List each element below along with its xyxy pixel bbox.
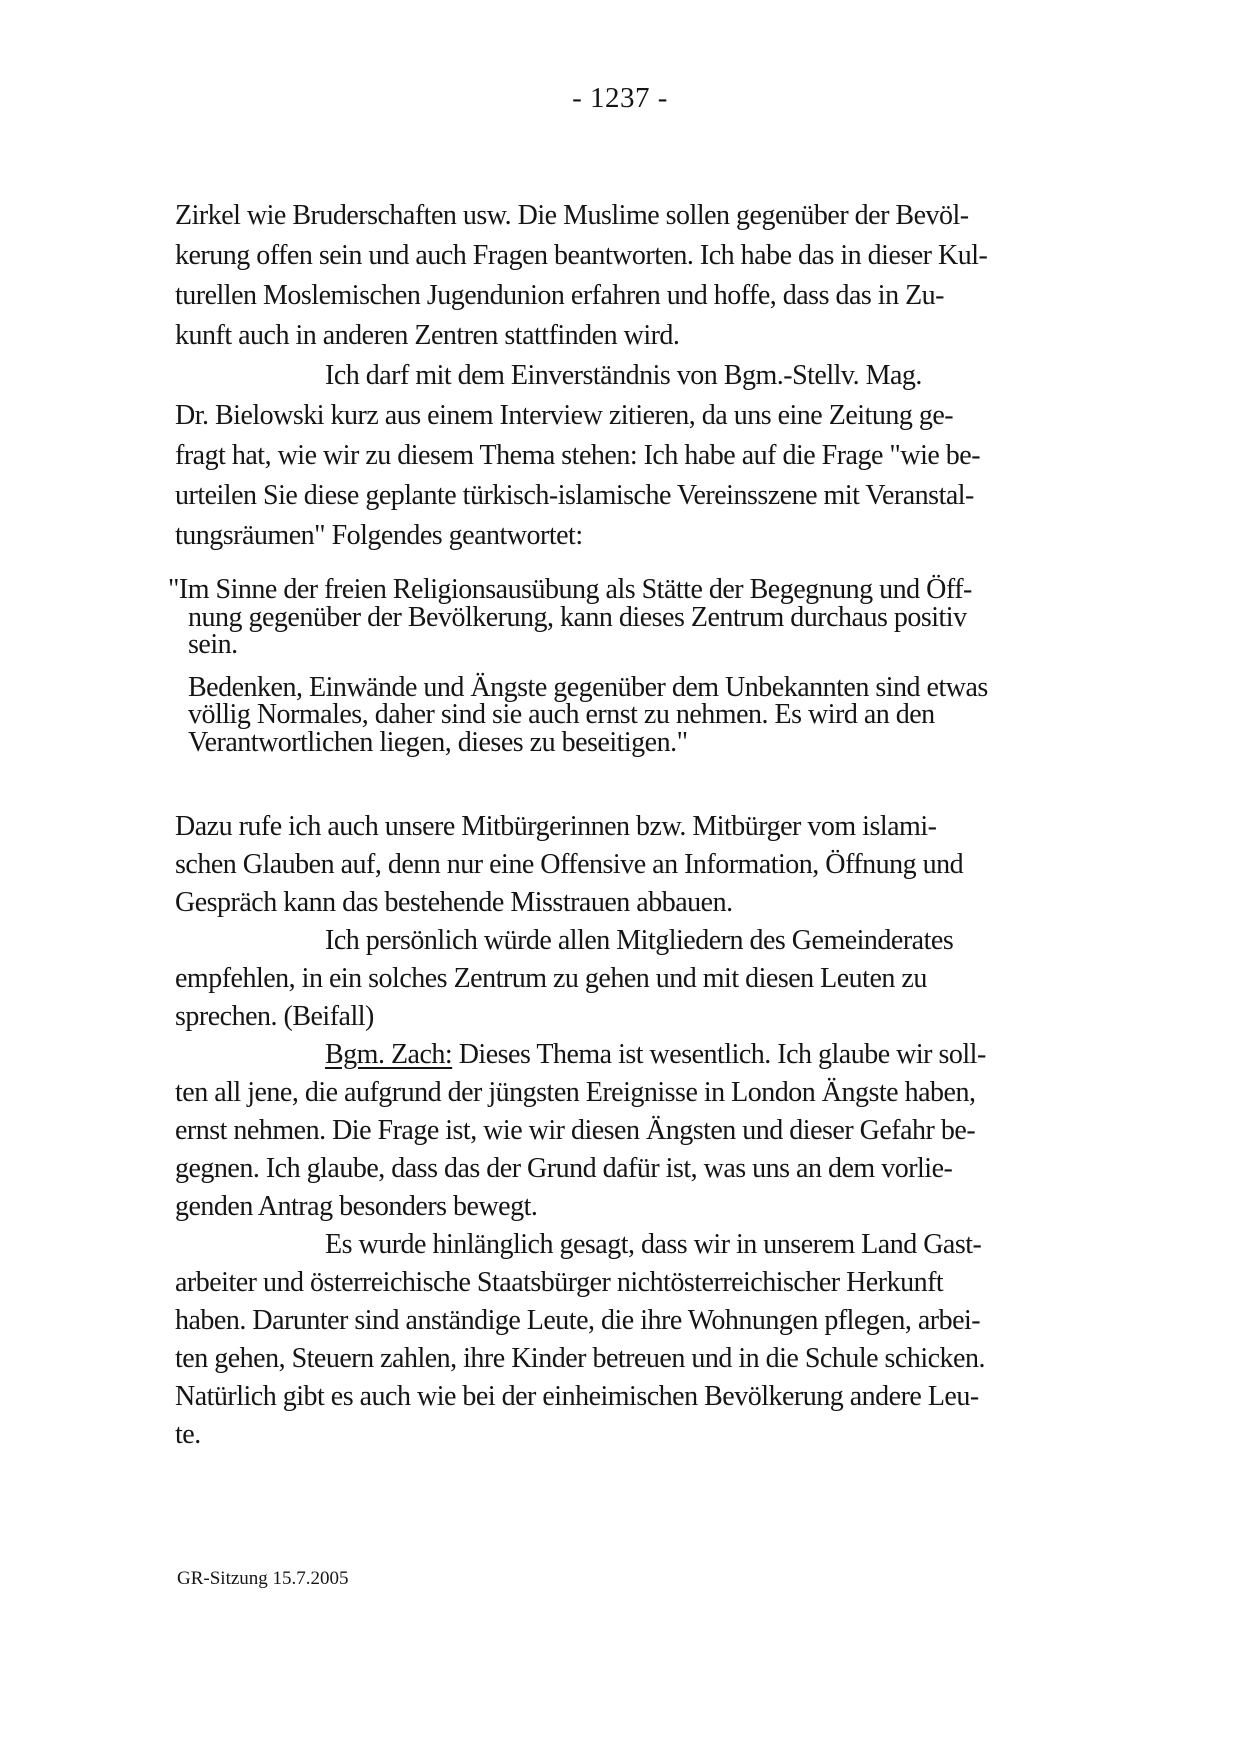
text-line: te. bbox=[175, 1419, 201, 1450]
text-line: Natürlich gibt es auch wie bei der einheimischen Bevölkerung andere Leu- bbox=[175, 1381, 979, 1412]
text-line: Ich persönlich würde allen Mitgliedern des Gemeinderates bbox=[325, 925, 954, 956]
paragraph bbox=[175, 808, 1075, 1454]
text-line: Zirkel wie Bruderschaften usw. Die Muslime sollen gegenüber der Bevöl- bbox=[175, 200, 969, 231]
text-line: empfehlen, in ein solches Zentrum zu gehen und mit diesen Leuten zu bbox=[175, 963, 927, 994]
paragraph bbox=[168, 574, 1075, 660]
page-number: - 1237 - bbox=[572, 82, 668, 114]
text-line: urteilen Sie diese geplante türkisch-islamische Vereinsszene mit Veranstal- bbox=[175, 480, 974, 511]
speaker-name: Bgm. Zach: bbox=[325, 1039, 453, 1070]
text-line: ten gehen, Steuern zahlen, ihre Kinder betreuen und in die Schule schicken. bbox=[175, 1343, 985, 1374]
text-line: sein. bbox=[188, 629, 238, 660]
interview-quote-block bbox=[168, 574, 1075, 771]
text-line: fragt hat, wie wir zu diesem Thema stehen: Ich habe auf die Frage "wie be- bbox=[175, 440, 981, 471]
text-line: arbeiter und österreichische Staatsbürger nichtösterreichischer Herkunft bbox=[175, 1267, 944, 1298]
text-line: Dr. Bielowski kurz aus einem Interview zitieren, da uns eine Zeitung ge- bbox=[175, 400, 954, 431]
text-line: gegnen. Ich glaube, dass das der Grund dafür ist, was uns an dem vorlie- bbox=[175, 1153, 953, 1184]
text-line: ten all jene, die aufgrund der jüngsten Ereignisse in London Ängste haben, bbox=[175, 1077, 976, 1108]
text-line: tungsräumen" Folgendes geantwortet: bbox=[175, 520, 583, 551]
text-line: nung gegenüber der Bevölkerung, kann dieses Zentrum durchaus positiv bbox=[188, 601, 967, 633]
text-line: Es wurde hinlänglich gesagt, dass wir in unserem Land Gast- bbox=[325, 1229, 982, 1260]
text-line: "Im Sinne der freien Religionsausübung als Stätte der Begegnung und Öff- bbox=[168, 574, 972, 605]
text-line: schen Glauben auf, denn nur eine Offensive an Information, Öffnung und bbox=[175, 849, 964, 880]
text-line: haben. Darunter sind anständige Leute, die ihre Wohnungen pflegen, arbei- bbox=[175, 1305, 981, 1336]
text-line: Verantwortlichen liegen, dieses zu beseitigen." bbox=[188, 726, 688, 758]
text-line: Dazu rufe ich auch unsere Mitbürgerinnen bzw. Mitbürger vom islami- bbox=[175, 811, 937, 842]
paragraph-block-top bbox=[175, 196, 1075, 556]
page-footer: GR-Sitzung 15.7.2005 bbox=[177, 1568, 349, 1589]
paragraph-block-bottom bbox=[175, 808, 1075, 1454]
text-line: Ich darf mit dem Einverständnis von Bgm.-Stellv. Mag. bbox=[325, 360, 922, 391]
paragraph bbox=[188, 671, 1075, 758]
text-line: ernst nehmen. Die Frage ist, wie wir diesen Ängsten und dieser Gefahr be- bbox=[175, 1115, 976, 1146]
text-line: kerung offen sein und auch Fragen beantworten. Ich habe das in dieser Kul- bbox=[175, 240, 988, 271]
text-line: kunft auch in anderen Zentren stattfinden wird. bbox=[175, 320, 680, 351]
text-line: sprechen. (Beifall) bbox=[175, 1001, 374, 1032]
text-line: Gespräch kann das bestehende Misstrauen abbauen. bbox=[175, 887, 733, 918]
text-line: genden Antrag besonders bewegt. bbox=[175, 1191, 538, 1222]
text-line: völlig Normales, daher sind sie auch ernst zu nehmen. Es wird an den bbox=[188, 699, 935, 730]
text-line: Bedenken, Einwände und Ängste gegenüber dem Unbekannten sind etwas bbox=[188, 671, 988, 703]
text-line: turellen Moslemischen Jugendunion erfahren und hoffe, dass das in Zu- bbox=[175, 280, 945, 311]
text-line: Bgm. Zach: Dieses Thema ist wesentlich. Ich glaube wir soll- bbox=[325, 1039, 986, 1070]
paragraph bbox=[175, 196, 1075, 556]
